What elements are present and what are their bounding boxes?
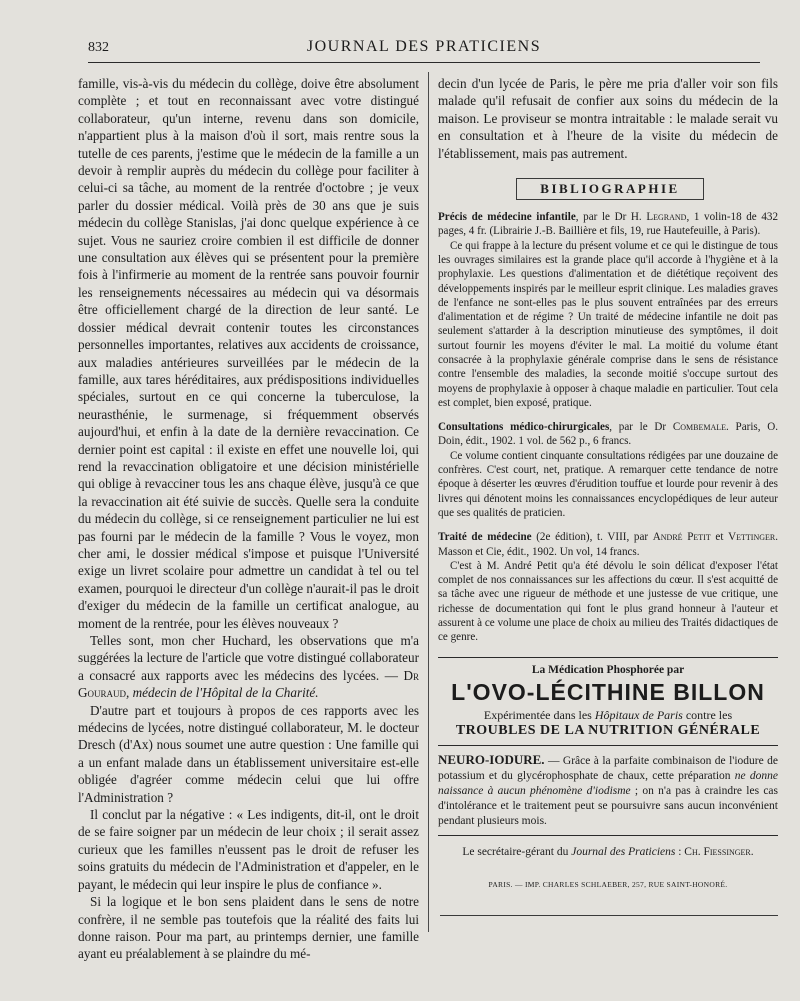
paragraph-continuation: decin d'un lycée de Paris, le père me pria d'aller voir son fils malade qu'il refusait de confier aux soins du médecin de la maison. Le proviseur se montra intraitable : le malade serait vu en consultation et à l'heure de la visite du médecin de l'établissement, mais pas autrement. — [438, 76, 778, 161]
ad-line: Expérimentée dans les Hôpitaux de Paris contre les — [483, 707, 733, 722]
bibliography-heading: BIBLIOGRAPHIE — [516, 178, 704, 200]
author-name: Dr Gouraud — [78, 667, 419, 701]
secretary-line: Le secrétaire-gérant du Journal des Praticiens : Ch. Fiessinger. — [462, 845, 754, 858]
page-header — [88, 38, 760, 63]
right-column — [438, 75, 778, 889]
bibliography-entry-1 — [438, 210, 778, 410]
printer-line: PARIS. — IMP. CHARLES SCHLAEBER, 257, RUE SAINT-HONORÉ. — [488, 879, 728, 889]
paragraph-logique: Si la logique et le bon sens plaident dans le sens de notre confrère, il ne semble pas toutefois que la réalité des faits lui donne raison. Pour ma part, au printemps dernier, une famille ayant eu préalablement à se plaindre du mé- — [78, 894, 419, 962]
bibliography-entry-2 — [438, 420, 778, 520]
left-column — [78, 75, 419, 963]
entry-author: André Petit — [652, 531, 711, 544]
entry-coauthor: Vettinger — [728, 531, 776, 544]
entry-body: Ce volume contient cinquante consultations rédigées par une douzaine de confrères. C'est court, net, pratique. A remarquer cette tendance de notre époque à déserter les œuvres d'érudition touffue et lourde pour revenir à des livres qui dénotent moins les connaissances encyclopédiques de leur auteur que ses qualités de praticien. — [438, 449, 778, 519]
paragraph-dossier-medical: famille, vis-à-vis du médecin du collège, doive être absolument complète ; et tout en reconnaissant avec votre distingué collaborateur, qu'un interne, revenu dans son domicile, n'appartient plus à la maison d'où il sort, mais rentre sous la tutelle de ces parents, j'estime que le médecin de la famille a un devoir à remplir auprès du médecin du collège pour faciliter à celui-ci sa tâche, au moment de la rentrée d'octobre ; je veux parler du dossier médical. Voilà près de 30 ans que je suis médecin du collège Stanislas, j'ai donc quelque expérience à ce sujet. Vous ne sauriez croire combien il est difficile de donner une consultation aux élèves qui se présentent pour la première fois à l'infirmerie au moment de la rentrée sans pouvoir fournir les renseignements nécessaires au médecin qui va désormais être officiellement chargé de la direction de leur santé. Le dossier médical devrait contenir toutes les circonstances personnelles importantes, relatives aux accidents de croissance, aux maladies antérieures surveillées par le médecin de la famille, aux tares héréditaires, aux prédispositions individuelles spéciales, surtout en ce qui concerne la tuberculose, la neurasthénie, le surmenage, si fréquemment observés aujourd'hui, et enfin à la date de la dernière revaccination. Ce dernier point est capital : il existe en effet une nouvelle loi, qui rend la revaccination obligatoire et une décision ministérielle qui oblige à revacciner tous les ans chaque élève, jusqu'à ce que la revaccination ait été suivie de succès. Quelle sera la conduite du médecin du collège, si ce renseignement particulier ne lui est pas fourni par le médecin de la famille ? Vous le voyez, mon cher ami, le dossier médical s'impose et puisque l'Université exige un livret scolaire pour admettre un candidat à tel ou tel examen, pourquoi le directeur d'un collège n'aurait-il pas le droit d'exiger du médecin de la famille un certificat analogue, au moment de la rentrée, pour les élèves nouveaux ? — [78, 76, 419, 631]
entry-title: Consultations médico-chirurgicales — [438, 421, 610, 434]
column-divider — [428, 72, 429, 932]
entry-author: Legrand — [646, 211, 687, 224]
neuro-title: NEURO-IODURE. — [438, 751, 545, 767]
entry-body: C'est à M. André Petit qu'a été dévolu le soin délicat d'exposer l'état complet de nos connaissances sur les affections du cœur. Il s'est acquitté de sa tâche avec une rigueur de méthode et une justesse de vue critique, une richesse de documentation qui font le plus grand honneur à l'auteur et assurent à ce volume une place de choix au milieu des Traités didactiques de ce genre. — [438, 559, 778, 644]
advertisement — [438, 657, 778, 746]
entry-body: Ce qui frappe à la lecture du présent volume et ce qui le distingue de tous les ouvrages similaires est la grande place qu'il accorde à l'hygiène et à la prophylaxie. Les questions d'alimentation et de diététique reçoivent des développements inspirés par le meilleur esprit clinique. Les maladies graves de l'enfance ne sont-elles pas le plus souvent entraînées par des erreurs d'alimentation et de régime ? Un traité de médecine infantile ne doit pas seulement s'attarder à la description minutieuse des symptômes, il doit surtout fournir les moyens d'éviter le mal. La moitié du volume étant consacrée à la prophylaxie générale comprise dans le sens de résistance contre l'ensemble des maladies, la seconde moitié s'occupe surtout des moyens de prophylaxie à opposer à chaque maladie en particulier. Tout cela est complet, bien exposé, pratique. — [438, 239, 778, 409]
journal-title: JOURNAL DES PRATICIENS — [306, 38, 542, 55]
entry-author: Combemale — [672, 421, 727, 434]
paragraph-signature: Telles sont, mon cher Huchard, les observations que m'a suggérées la lecture de l'article que votre distingué collaborateur a consacré aux rapports avec les médecins des lycées. — Dr Gouraud, médecin de l'Hôpital de la Charité. — [78, 633, 419, 701]
paragraph-conclusion: Il conclut par la négative : « Les indigents, dit-il, ont le droit de se faire soigner par un médecin de leur choix ; il serait assez curieux que les familles n'eussent pas le droit de refuser les soins gratuits du médecin de l'Administration et d'appeler, en le payant, le médecin qui leur inspire le plus de confiance ». — [78, 807, 419, 892]
entry-title: Précis de médecine infantile — [438, 211, 576, 224]
ad-tagline: La Médication Phosphorée par — [531, 663, 685, 676]
entry-header: Précis de médecine infantile, par le Dr H. Legrand, 1 volin-18 de 432 pages, 4 fr. (Librairie J.-B. Baillière et fils, 19, rue Hautefeuille, à Paris). — [438, 211, 778, 238]
entry-header: Traité de médecine (2e édition), t. VIII, par André Petit et Vettinger. Masson et Cie, édit., 1902. Un vol, 14 francs. — [438, 531, 779, 558]
page-number: 832 — [88, 40, 109, 55]
paragraph-dresch: D'autre part et toujours à propos de ces rapports avec les médecins de lycées, notre distingué collaborateur, M. le docteur Dresch (d'Ax) nous soumet une autre question : Une famille qui a un enfant malade dans un établissement universitaire est-elle obligée d'agréer comme médecin celui que lui offre l'Administration ? — [78, 702, 419, 805]
bibliography-entry-3 — [438, 530, 778, 644]
ad-subtitle: TROUBLES DE LA NUTRITION GÉNÉRALE — [455, 722, 761, 738]
bottom-rule — [440, 915, 778, 916]
author-role: , médecin de l'Hôpital de la Charité. — [126, 685, 319, 701]
ad-brand: L'OVO-LÉCITHINE BILLON — [451, 678, 765, 705]
entry-header: Consultations médico-chirurgicales, par le Dr Combemale. Paris, O. Doin, édit., 1902. 1 vol. de 562 p., 6 francs. — [438, 421, 778, 448]
entry-title: Traité de médecine — [438, 531, 532, 544]
neuro-iodure-notice: NEURO-IODURE. — Grâce à la parfaite combinaison de l'iodure de potassium et du glycérophosphate de chaux, cette préparation ne donne naissance à aucun phénomène d'iodisme ; on n'a pas à craindre les cas d'intolérance et le traitement peut se poursuivre sans aucun inconvénient pendant plusieurs mois. — [438, 752, 778, 836]
